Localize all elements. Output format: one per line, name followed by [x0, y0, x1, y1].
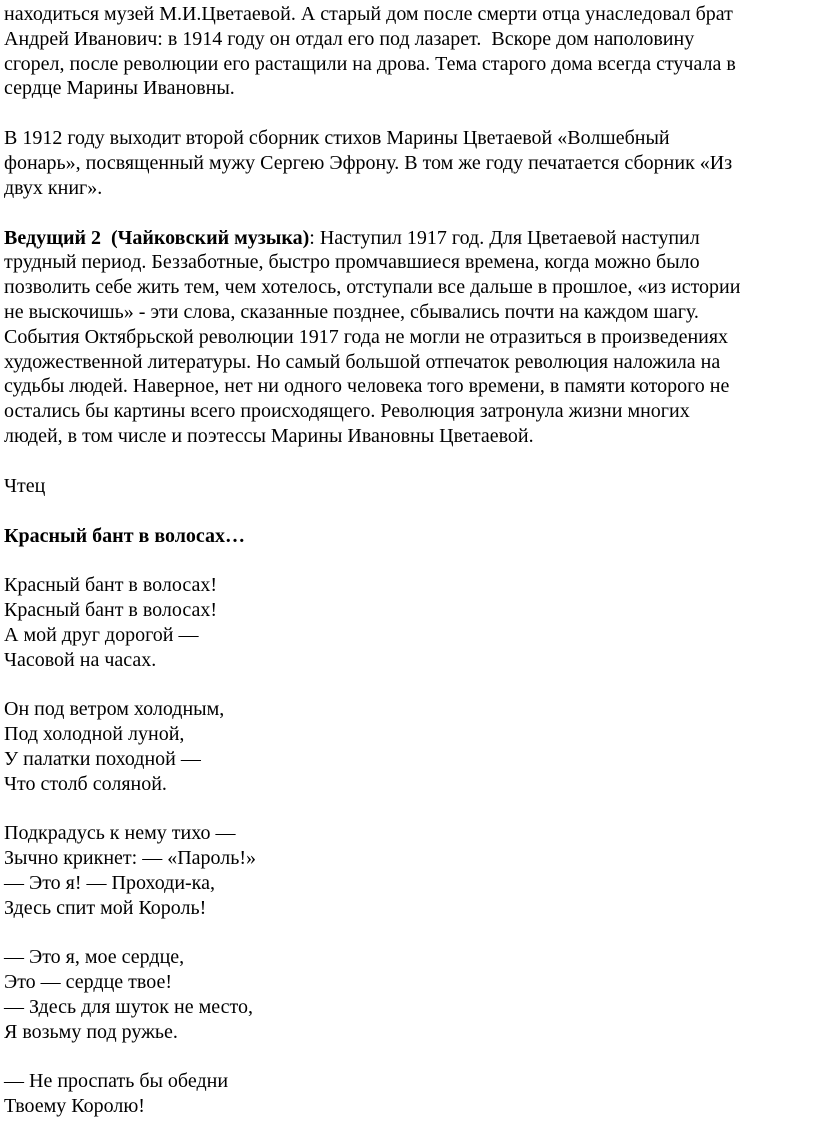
text-line: сгорел, после революции его растащили на дрова. Тема старого дома всегда стучала в: [4, 52, 736, 75]
poem-body: [4, 573, 816, 1119]
poem-stanza: [4, 821, 816, 920]
text-line: двух книг».: [4, 176, 103, 199]
intro-paragraph: [4, 2, 816, 101]
poem-line: Что столб соляной.: [4, 772, 167, 795]
poem-line: — Здесь для шуток не место,: [4, 995, 253, 1018]
poem-line: А мой друг дорогой —: [4, 623, 199, 646]
text-line: сердце Марины Ивановны.: [4, 77, 235, 100]
text-line: События Октябрьской революции 1917 года не могли не отразиться в произведениях: [4, 325, 729, 348]
poem-line: Твоему Королю!: [4, 1095, 145, 1118]
text-line: трудный период. Беззаботные, быстро промчавшиеся времена, когда можно было: [4, 251, 700, 274]
poem-line: — Это я! — Проходи-ка,: [4, 871, 215, 894]
poem-line: Красный бант в волосах!: [4, 574, 218, 597]
host-first-line-text: : Наступил 1917 год. Для Цветаевой наступил: [309, 226, 700, 249]
text-line: позволить себе жить тем, чем хотелось, отступали все дальше в прошлое, «из истории: [4, 276, 741, 299]
poem-line: Часовой на часах.: [4, 648, 157, 671]
text-line: В 1912 году выходит второй сборник стихов Марины Цветаевой «Волшебный: [4, 127, 670, 150]
poem-stanza: [4, 945, 816, 1044]
text-line: судьбы людей. Наверное, нет ни одного человека того времени, в памяти которого не: [4, 375, 730, 398]
text-line: Андрей Иванович: в 1914 году он отдал его под лазарет. Вскоре дом наполовину: [4, 27, 695, 50]
poem-title: Красный бант в волосах…: [4, 524, 246, 547]
second-paragraph: [4, 126, 816, 200]
poem-stanza: [4, 1069, 816, 1119]
poem-line: У палатки походной —: [4, 747, 201, 770]
poem-line: — Это я, мое сердце,: [4, 946, 185, 969]
text-line: людей, в том числе и поэтессы Марины Ивановны Цветаевой.: [4, 424, 534, 447]
poem-title-paragraph: [4, 524, 816, 549]
text-line: не выскочишь» - эти слова, сказанные позднее, сбывались почти на каждом шагу.: [4, 300, 699, 323]
reader-label-paragraph: [4, 474, 816, 499]
poem-line: Красный бант в волосах!: [4, 599, 218, 622]
text-line: находиться музей М.И.Цветаевой. А старый дом после смерти отца унаследовал брат: [4, 3, 733, 25]
poem-line: Он под ветром холодным,: [4, 698, 225, 721]
host-first-line: [4, 226, 816, 251]
poem-line: Зычно крикнет: — «Пароль!»: [4, 847, 257, 870]
poem-stanza: [4, 697, 816, 796]
text-line: художественной литературы. Но самый большой отпечаток революция наложила на: [4, 350, 721, 373]
reader-label: Чтец: [4, 474, 46, 497]
poem-line: Это — сердце твое!: [4, 971, 172, 994]
poem-line: Я возьму под ружье.: [4, 1020, 178, 1043]
poem-stanza: [4, 573, 816, 672]
poem-line: Здесь спит мой Король!: [4, 896, 207, 919]
poem-line: — Не проспать бы обедни: [4, 1070, 229, 1093]
speaker-label: Ведущий 2 (Чайковский музыка): [4, 226, 310, 249]
poem-line: Под холодной луной,: [4, 723, 185, 746]
text-line: фонарь», посвященный мужу Сергею Эфрону. В том же году печатается сборник «Из: [4, 151, 733, 174]
poem-line: Подкрадусь к нему тихо —: [4, 822, 236, 845]
text-line: остались бы картины всего происходящего. Революция затронула жизни многих: [4, 400, 690, 423]
host-paragraph: [4, 226, 816, 449]
